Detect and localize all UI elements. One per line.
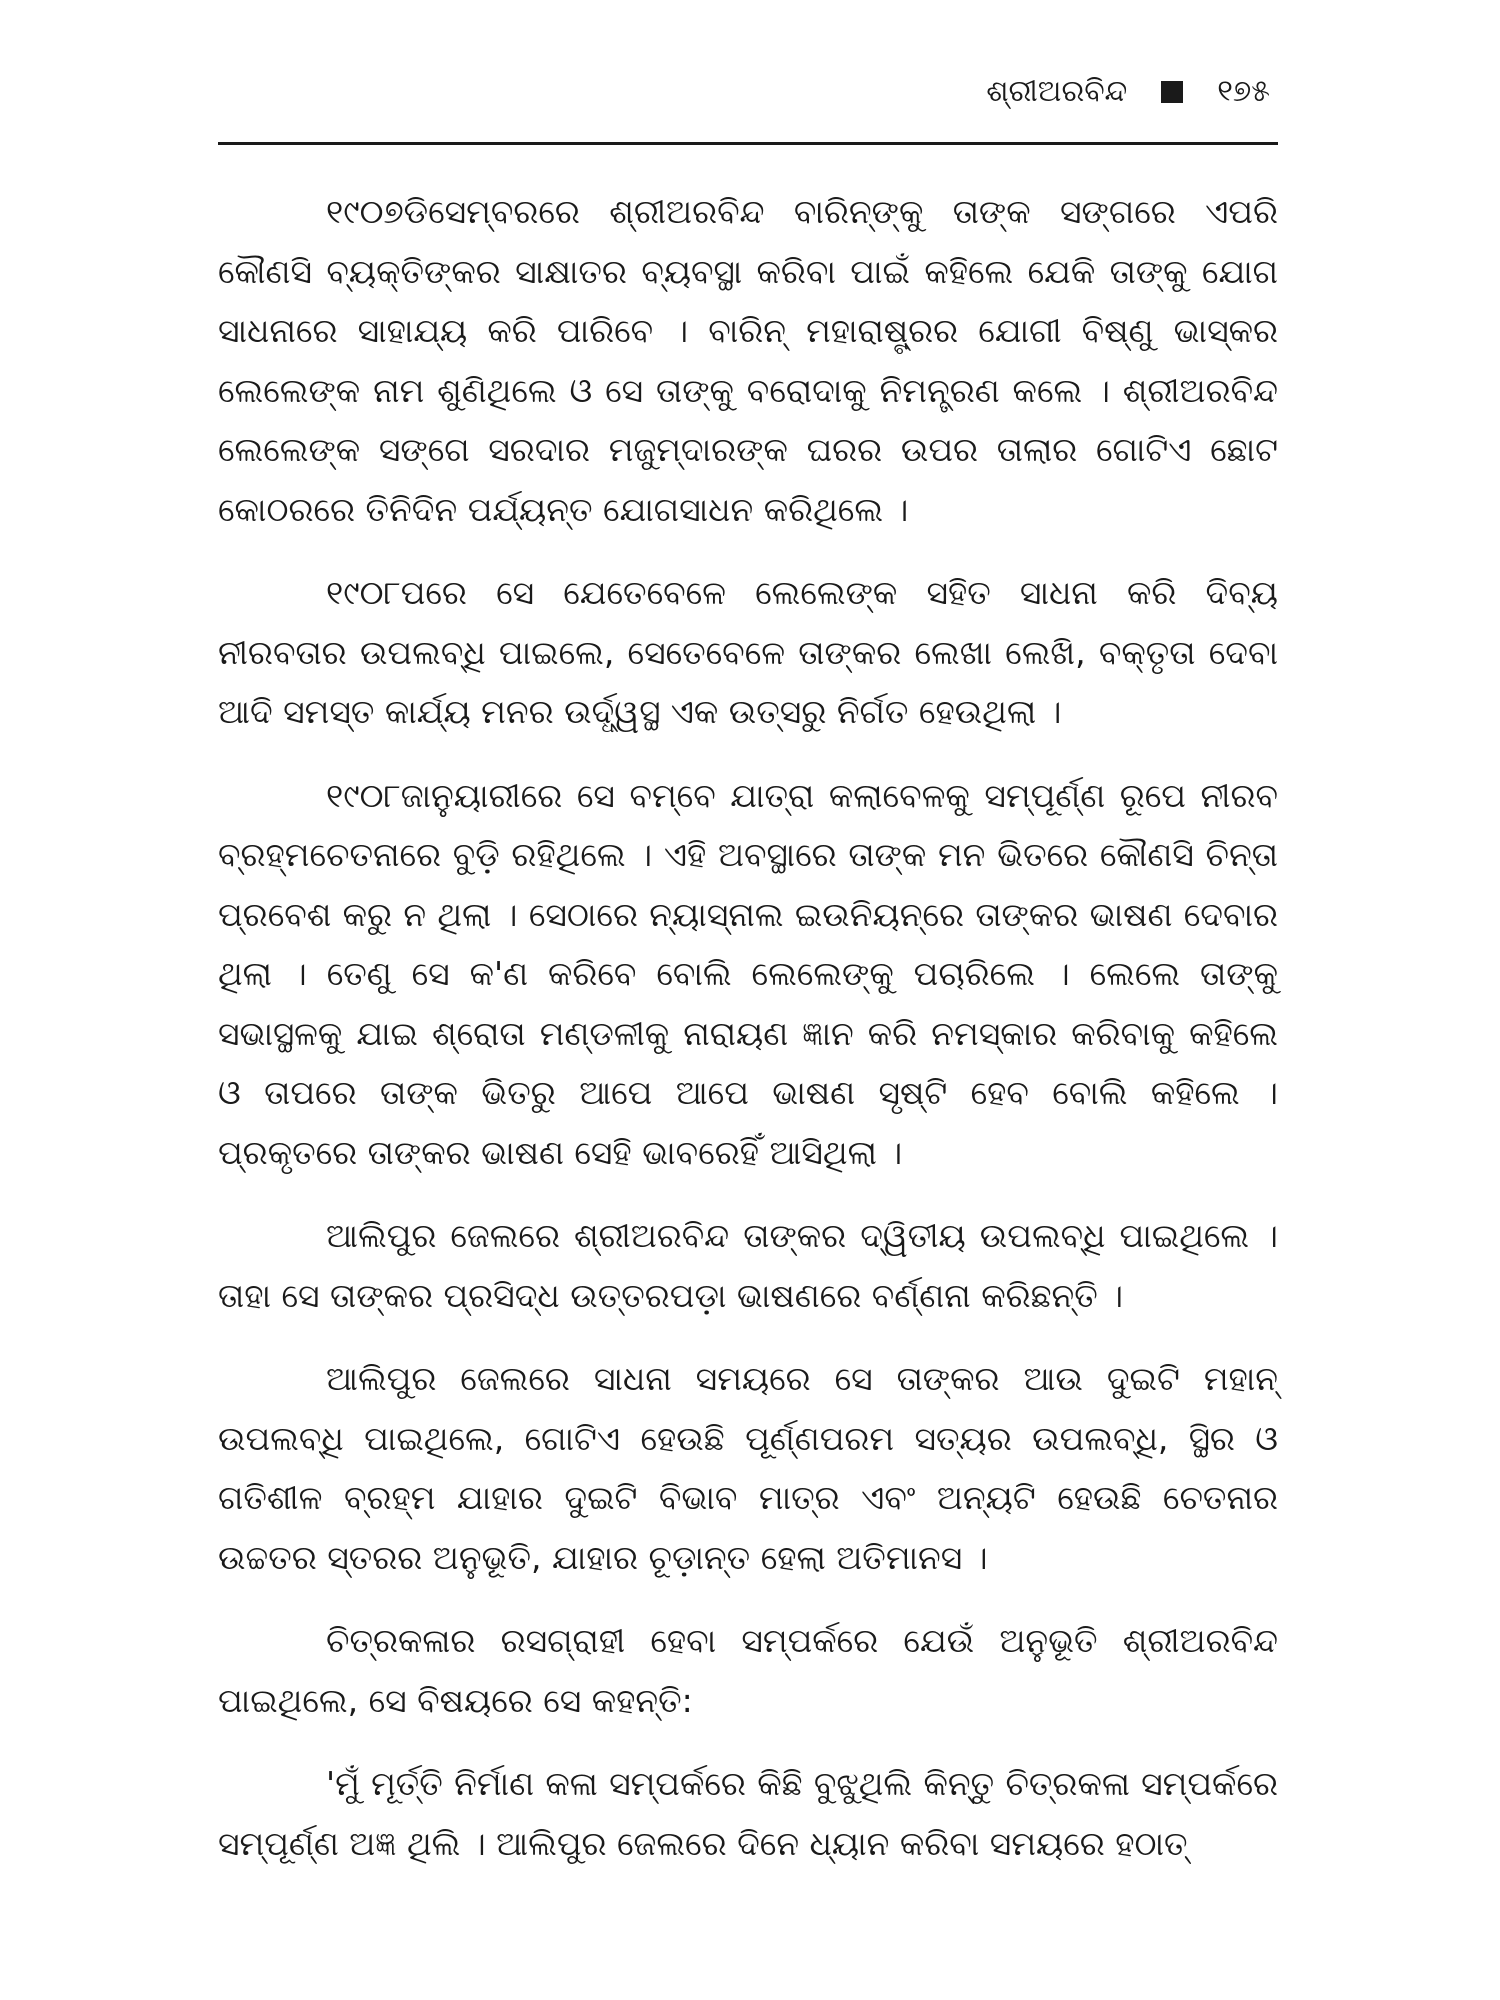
running-title: ଶ୍ରୀଅରବିନ୍ଦ — [986, 74, 1128, 109]
paragraph-3: ୧୯୦୮ଜାନୁୟାରୀରେ ସେ ବମ୍ବେ ଯାତ୍ରା କଲାବେଳକୁ ସମ୍ପୂର୍ଣ୍ଣ ରୂପେ ନୀରବ ବ୍ରହ୍ମଚେତନାରେ ବୁଡ଼ି ରହିଥିଲେ । ଏହି ଅବସ୍ଥାରେ ତାଙ୍କ ମନ ଭିତରେ କୌଣସି ଚିନ୍ତା ପ୍ରବେଶ କରୁ ନ ଥିଲା । ସେଠାରେ ନ୍ୟାସ୍‌ନାଲ ଇଉନିୟନ୍‌ରେ ତାଙ୍କର ଭାଷଣ ଦେବାର ଥିଲା । ତେଣୁ ସେ କ'ଣ କରିବେ ବୋଲି ଲେଲେଙ୍କୁ ପଚାରିଲେ । ଲେଲେ ତାଙ୍କୁ ସଭାସ୍ଥଳକୁ ଯାଇ ଶ୍ରୋତା ମଣ୍ଡଳୀକୁ ନାରାୟଣ ଜ୍ଞାନ କରି ନମସ୍କାର କରିବାକୁ କହିଲେ ଓ ତାପରେ ତାଙ୍କ ଭିତରୁ ଆପେ ଆପେ ଭାଷଣ ସୃଷ୍ଟି ହେବ ବୋଲି କହିଲେ । ପ୍ରକୃତରେ ତାଙ୍କର ଭାଷଣ ସେହି ଭାବରେହିଁ ଆସିଥିଲା । — [218, 775, 1278, 1172]
paragraph-7: 'ମୁଁ ମୂର୍ତ୍ତି ନିର୍ମାଣ କଳା ସମ୍ପର୍କରେ କିଛି ବୁଝୁଥିଲି କିନ୍ତୁ ଚିତ୍ରକଳା ସମ୍ପର୍କରେ ସମ୍ପୂର୍ଣ୍ଣ ଅଜ୍ଞ ଥିଲି । ଆଲିପୁର ଜେଲରେ ଦିନେ ଧ୍ୟାନ କରିବା ସମୟରେ ହଠାତ୍ — [218, 1764, 1278, 1863]
paragraph-2: ୧୯୦୮ପରେ ସେ ଯେତେବେଳେ ଲେଲେଙ୍କ ସହିତ ସାଧନା କରି ଦିବ୍ୟ ନୀରବତାର ଉପଲବ୍ଧି ପାଇଲେ, ସେତେବେଳେ ତାଙ୍କର ଲେଖା ଲେଖି, ବକ୍ତୃତା ଦେବା ଆଦି ସମସ୍ତ କାର୍ଯ୍ୟ ମନର ଉର୍ଦ୍ଧ୍ୱସ୍ଥ ଏକ ଉତ୍ସରୁ ନିର୍ଗତ ହେଉଥିଲା । — [218, 573, 1278, 731]
body-text — [218, 182, 1278, 1897]
page-number: ୧୭୫ — [1217, 74, 1270, 109]
paragraph-6: ଚିତ୍ରକଳାର ରସଗ୍ରାହୀ ହେବା ସମ୍ପର୍କରେ ଯେଉଁ ଅନୁଭୂତି ଶ୍ରୀଅରବିନ୍ଦ ପାଇଥିଲେ, ସେ ବିଷୟରେ ସେ କହନ୍ତି: — [218, 1621, 1278, 1720]
square-bullet-icon — [1161, 81, 1183, 103]
paragraph-1: ୧୯୦୭ଡିସେମ୍ବରରେ ଶ୍ରୀଅରବିନ୍ଦ ବାରିନ୍‌ଙ୍କୁ ତାଙ୍କ ସଙ୍ଗରେ ଏପରି କୌଣସି ବ୍ୟକ୍ତିଙ୍କର ସାକ୍ଷାତର ବ୍ୟବସ୍ଥା କରିବା ପାଇଁ କହିଲେ ଯେକି ତାଙ୍କୁ ଯୋଗ ସାଧନାରେ ସାହାଯ୍ୟ କରି ପାରିବେ । ବାରିନ୍ ମହାରାଷ୍ଟ୍ରର ଯୋଗୀ ବିଷ୍ଣୁ ଭାସ୍କର ଲେଲେଙ୍କ ନାମ ଶୁଣିଥିଲେ ଓ ସେ ତାଙ୍କୁ ବରୋଦାକୁ ନିମନ୍ତ୍ରଣ କଲେ । ଶ୍ରୀଅରବିନ୍ଦ ଲେଲେଙ୍କ ସଙ୍ଗେ ସରଦାର ମଜୁମ୍‌ଦାରଙ୍କ ଘରର ଉପର ତାଲାର ଗୋଟିଏ ଛୋଟ କୋଠରରେ ତିନିଦିନ ପର୍ଯ୍ୟନ୍ତ ଯୋଗସାଧନ କରିଥିଲେ । — [218, 192, 1278, 529]
header-rule — [218, 142, 1278, 145]
paragraph-5: ଆଲିପୁର ଜେଲରେ ସାଧନା ସମୟରେ ସେ ତାଙ୍କର ଆଉ ଦୁଇଟି ମହାନ୍ ଉପଲବ୍ଧି ପାଇଥିଲେ, ଗୋଟିଏ ହେଉଛି ପୂର୍ଣ୍ଣପରମ ସତ୍ୟର ଉପଲବ୍ଧି, ସ୍ଥିର ଓ ଗତିଶୀଳ ବ୍ରହ୍ମ ଯାହାର ଦୁଇଟି ବିଭାବ ମାତ୍ର ଏବଂ ଅନ୍ୟଟି ହେଉଛି ଚେତନାର ଉଚ୍ଚତର ସ୍ତରର ଅନୁଭୂତି, ଯାହାର ଚୂଡ଼ାନ୍ତ ହେଲା ଅତିମାନସ । — [218, 1359, 1278, 1577]
paragraph-4: ଆଲିପୁର ଜେଲରେ ଶ୍ରୀଅରବିନ୍ଦ ତାଙ୍କର ଦ୍ୱିତୀୟ ଉପଲବ୍ଧି ପାଇଥିଲେ । ତାହା ସେ ତାଙ୍କର ପ୍ରସିଦ୍ଧ ଉତ୍ତରପଡ଼ା ଭାଷଣରେ ବର୍ଣ୍ଣନା କରିଛନ୍ତି । — [218, 1216, 1278, 1315]
running-header — [986, 72, 1270, 112]
